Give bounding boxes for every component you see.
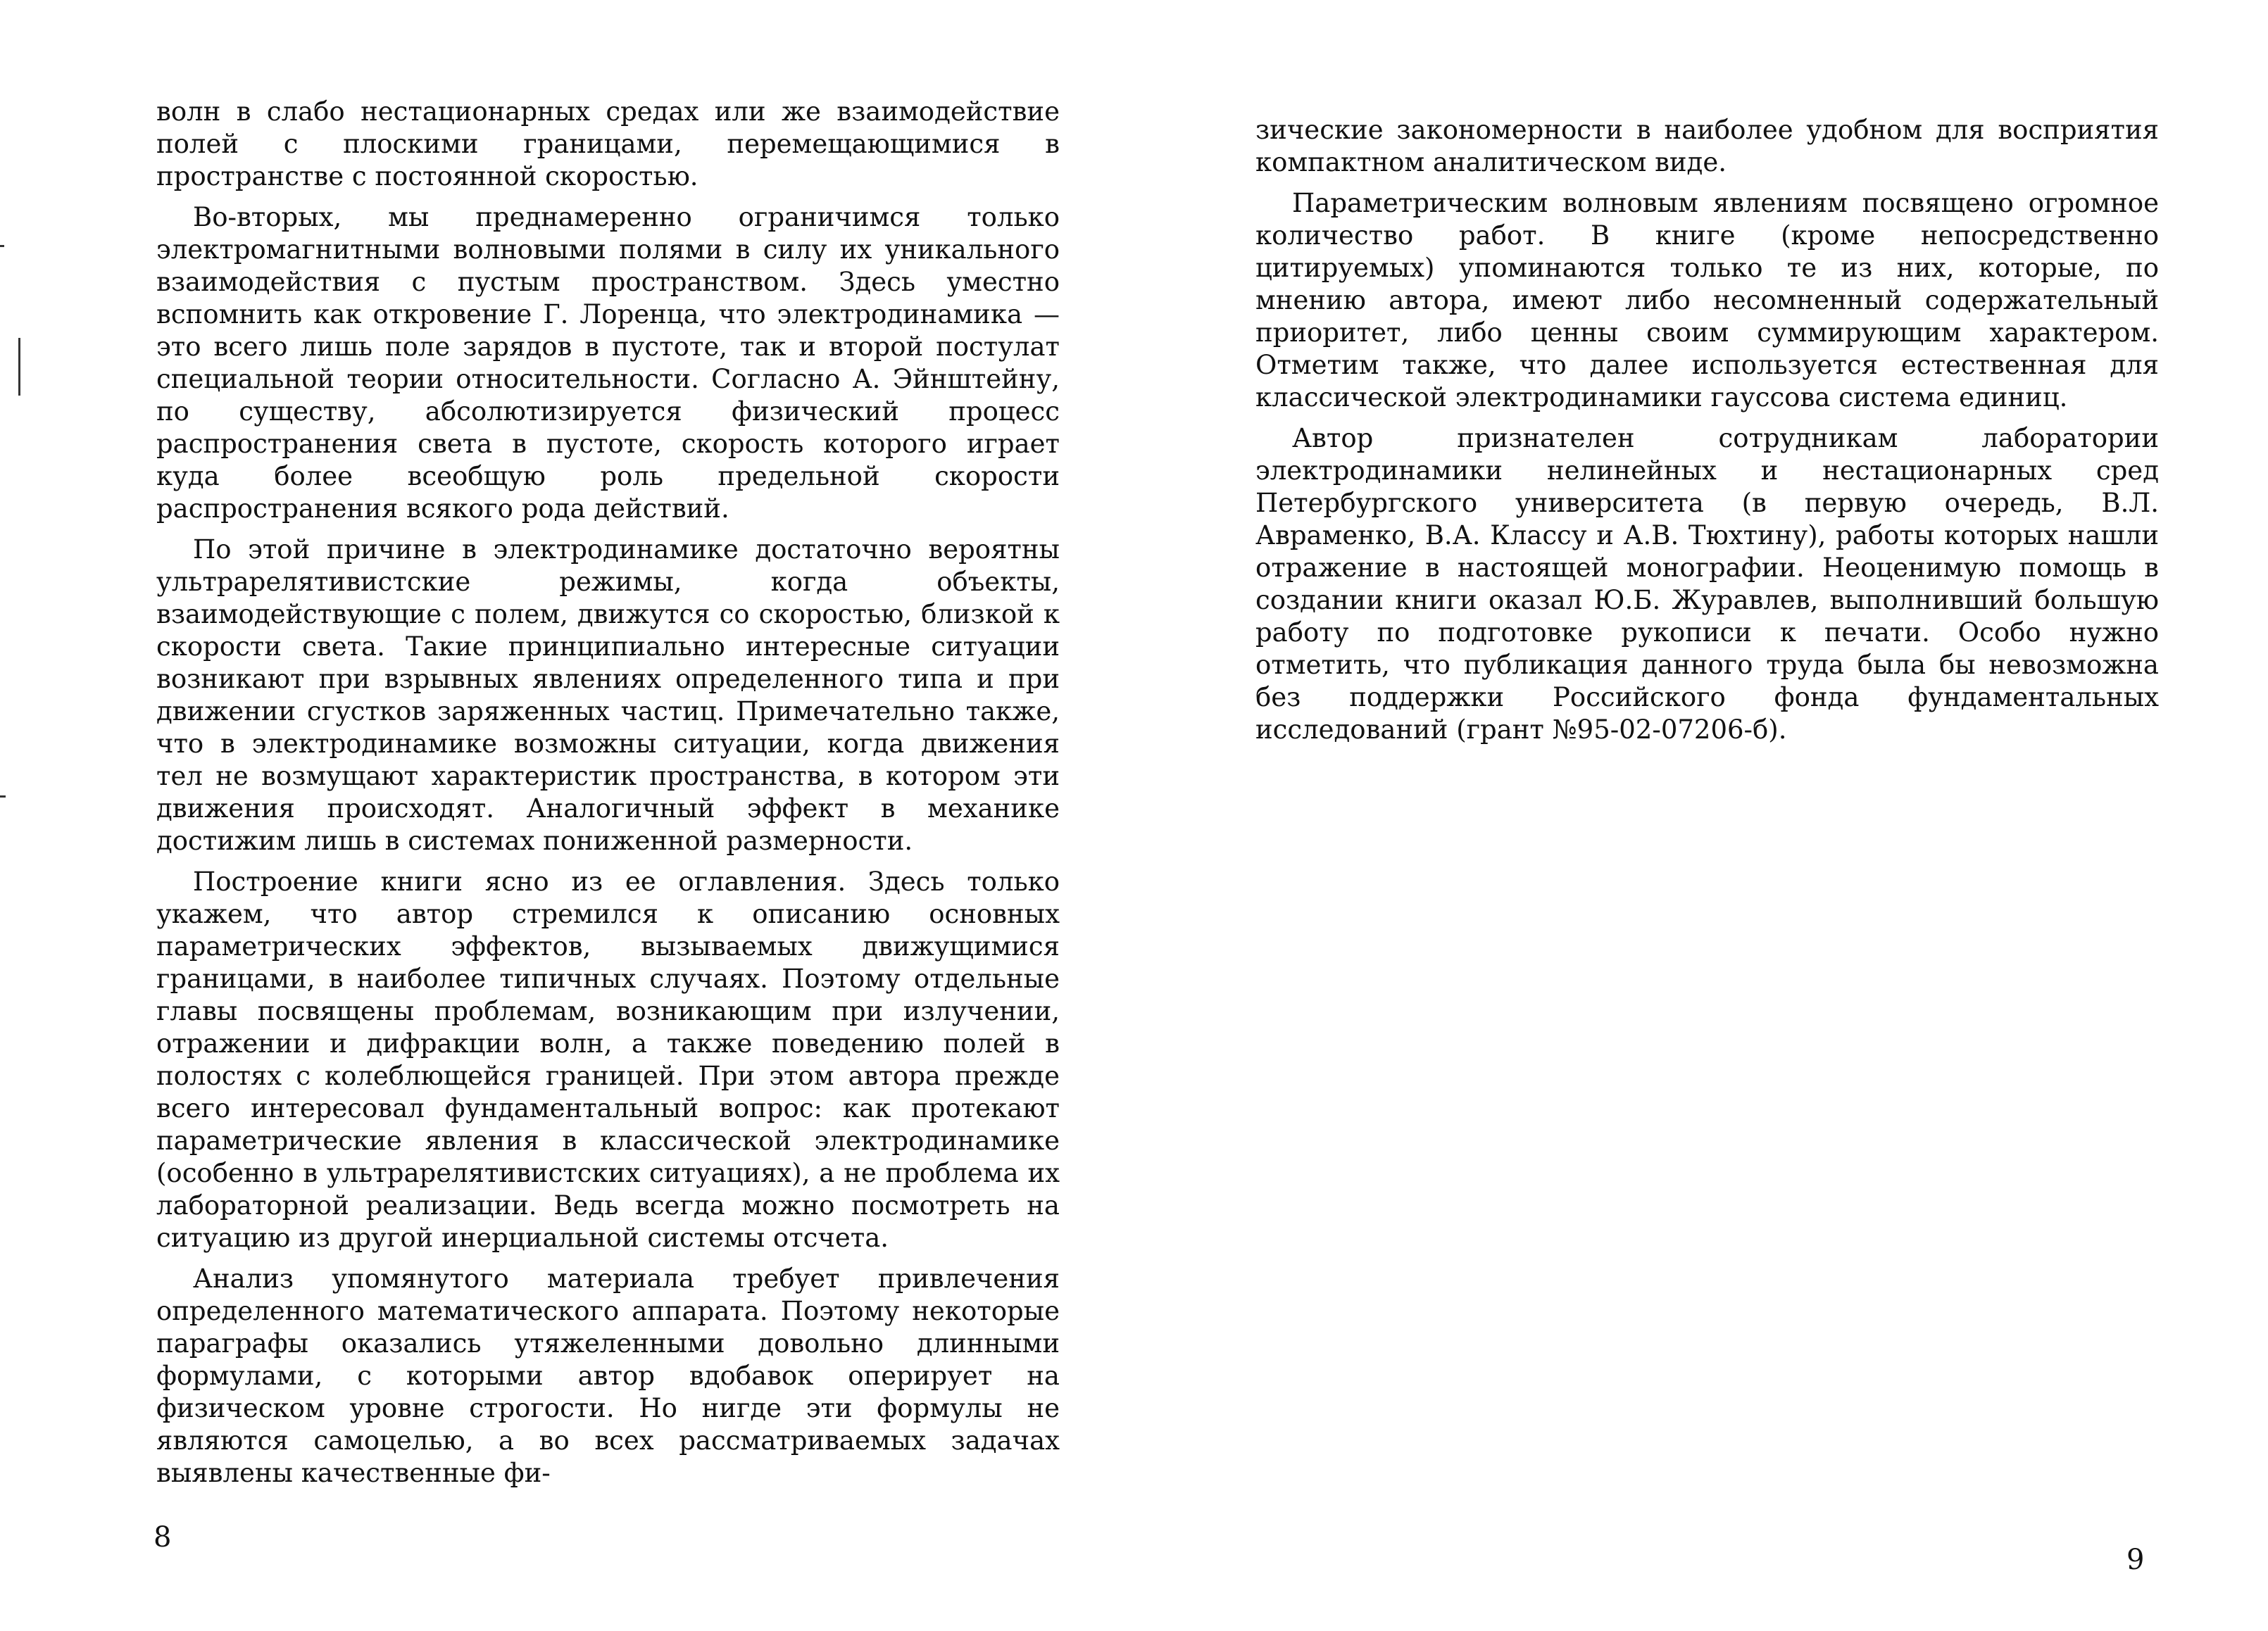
left-page-body bbox=[156, 96, 1060, 1498]
paragraph: Параметрическим волновым явлениям посвящено огромное количество работ. В книге (кроме непосредственно цитируемых) упоминаются только те из них, которые, по мнению автора, имеют либо несомненный содержательный приоритет, либо ценны своим суммирующим характером. Отметим также, что далее используется естественная для классической электродинамики гауссова система единиц. bbox=[1255, 188, 2159, 413]
paragraph: волн в слабо нестационарных средах или же взаимодействие полей с плоскими границами, перемещающимися в пространстве с постоянной скоростью. bbox=[156, 96, 1060, 191]
paragraph: Во-вторых, мы преднамеренно ограничимся только электромагнитными волновыми полями в силу их уникального взаимодействия с пустым пространством. Здесь уместно вспомнить как откровение Г. Лоренца, что электродинамика — это всего лишь поле зарядов в пустоте, так и второй постулат специальной теории относительности. Согласно А. Эйнштейну, по существу, абсолютизируется физический процесс распространения света в пустоте, скорость которого играет куда более всеобщую роль предельной скорости распространения всякого рода действий. bbox=[156, 202, 1060, 524]
paragraph: Построение книги ясно из ее оглавления. Здесь только укажем, что автор стремился к описанию основных параметрических эффектов, вызываемых движущимися границами, в наиболее типичных случаях. Поэтому отдельные главы посвящены проблемам, возникающим при излучении, отражении и дифракции волн, а также поведению полей в полостях с колеблющейся границей. При этом автора прежде всего интересовал фундаментальный вопрос: как протекают параметрические явления в классической электродинамике (особенно в ультрарелятивистских ситуациях), а не проблема их лабораторной реализации. Ведь всегда можно посмотреть на ситуацию из другой инерциальной системы отсчета. bbox=[156, 867, 1060, 1253]
paragraph: Анализ упомянутого материала требует привлечения определенного математического аппарата. Поэтому некоторые параграфы оказались утяжеленными довольно длинными формулами, с которыми автор вдобавок оперирует на физическом уровне строгости. Но нигде эти формулы не являются самоцелью, а во всех рассматриваемых задачах выявлены качественные фи- bbox=[156, 1264, 1060, 1488]
paragraph: Автор признателен сотрудникам лаборатории электродинамики нелинейных и нестационарных сред Петербургского университета (в первую очередь, В.Л. Авраменко, В.А. Классу и А.В. Тюхтину), работы которых нашли отражение в настоящей монографии. Неоценимую помощь в создании книги оказал Ю.Б. Журавлев, выполнивший большую работу по подготовке рукописи к печати. Особо нужно отметить, что публикация данного труда была бы невозможна без поддержки Российского фонда фундаментальных исследований (грант №95-02-07206-б). bbox=[1255, 423, 2159, 745]
paragraph: По этой причине в электродинамике достаточно вероятны ультрарелятивистские режимы, когда объекты, взаимодействующие с полем, движутся со скоростью, близкой к скорости света. Такие принципиально интересные ситуации возникают при взрывных явлениях определенного типа и при движении сгустков заряженных частиц. Примечательно также, что в электродинамике возможны ситуации, когда движения тел не возмущают характеристик пространства, в котором эти движения происходят. Аналогичный эффект в механике достижим лишь в системах пониженной размерности. bbox=[156, 534, 1060, 856]
paragraph: зические закономерности в наиболее удобном для восприятия компактном аналитическом виде. bbox=[1255, 115, 2159, 177]
right-page bbox=[1134, 0, 2268, 1631]
scan-artifact bbox=[0, 245, 4, 247]
scan-artifact bbox=[18, 338, 20, 396]
right-page-body bbox=[1255, 114, 2159, 755]
page-number: 8 bbox=[154, 1521, 172, 1554]
scan-artifact bbox=[0, 795, 6, 798]
page-number: 9 bbox=[2126, 1544, 2145, 1576]
